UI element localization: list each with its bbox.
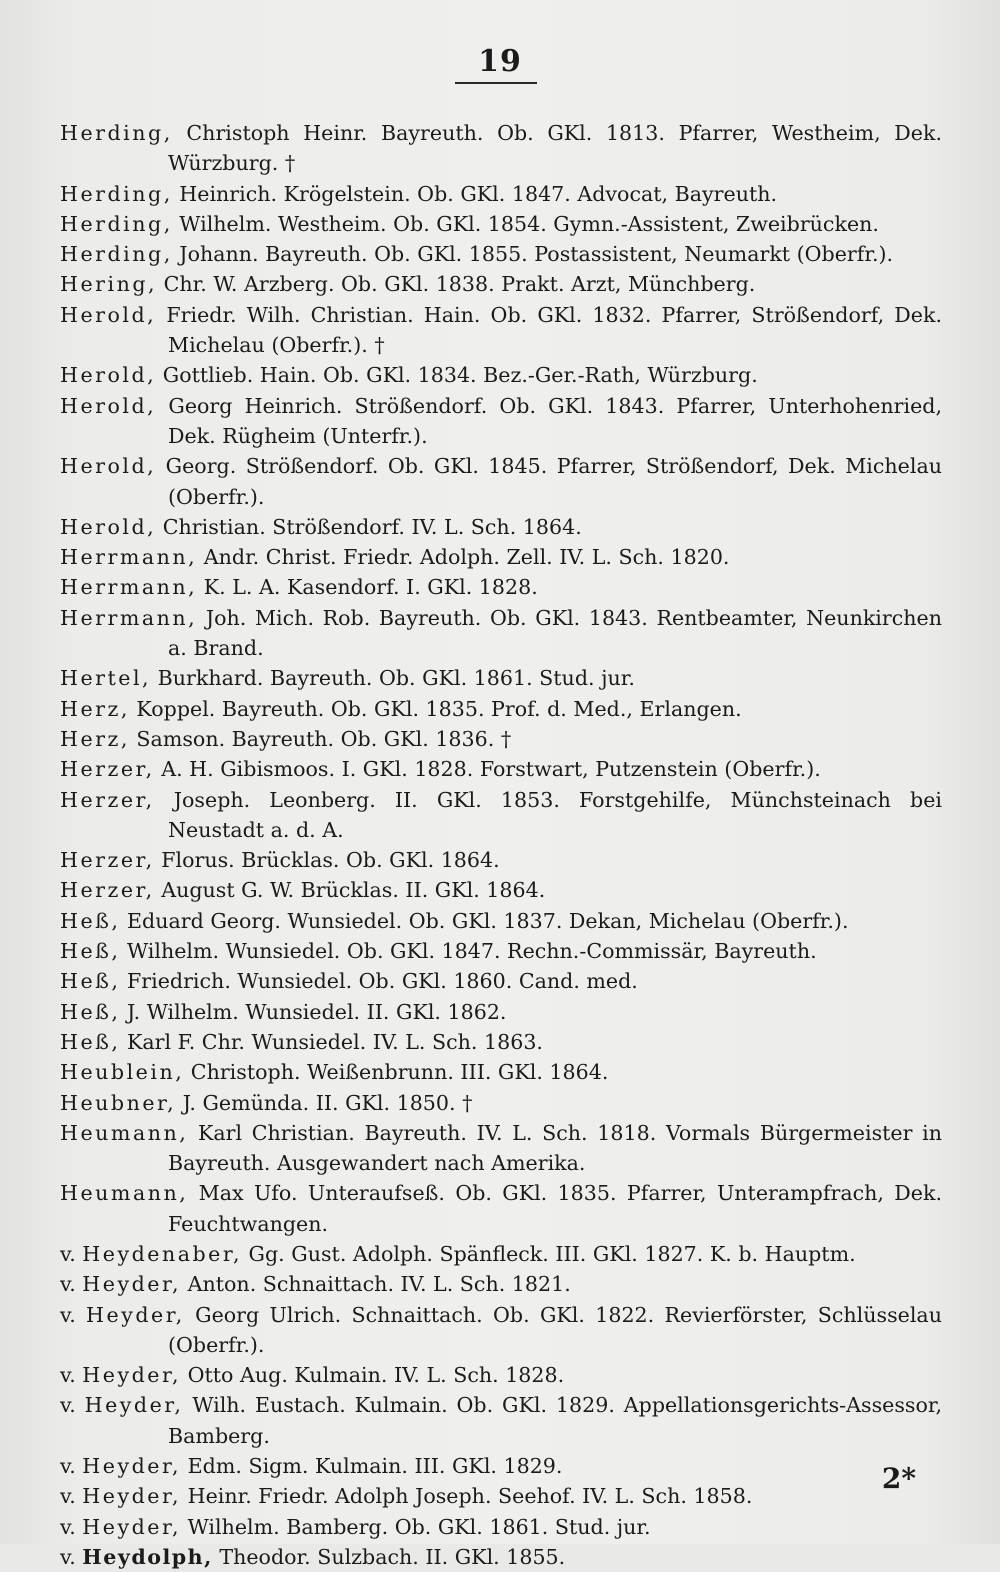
- entry-surname: Herz,: [60, 726, 130, 751]
- entry-surname: Herding,: [60, 242, 173, 267]
- entry-surname: Herrmann,: [60, 605, 198, 630]
- register-entry: [60, 542, 942, 572]
- nobility-prefix: v.: [60, 1393, 85, 1418]
- register-entry: [60, 118, 942, 179]
- entry-details: Theodor. Sulzbach. II. GKl. 1855.: [212, 1544, 566, 1569]
- entry-surname: Heumann,: [60, 1120, 189, 1145]
- entry-details: Christoph. Weißenbrunn. III. GKl. 1864.: [184, 1060, 609, 1085]
- entry-details: Wilhelm. Westheim. Ob. GKl. 1854. Gymn.-Assistent, Zweibrücken.: [172, 211, 879, 236]
- nobility-prefix: v.: [60, 1241, 83, 1266]
- entry-surname: Herold,: [60, 363, 157, 388]
- entry-surname: Heß,: [60, 999, 121, 1024]
- nobility-prefix: v.: [60, 1544, 83, 1569]
- register-entry: [60, 603, 942, 664]
- entry-details: Heinrich. Krögelstein. Ob. GKl. 1847. Advocat, Bayreuth.: [172, 181, 778, 206]
- register-entry: [60, 451, 942, 512]
- entry-details: Heinr. Friedr. Adolph Joseph. Seehof. IV. L. Sch. 1858.: [181, 1484, 753, 1509]
- register-entry: [60, 875, 942, 905]
- entry-details: August G. W. Brücklas. II. GKl. 1864.: [154, 878, 546, 903]
- entry-details: Georg Ulrich. Schnaittach. Ob. GKl. 1822. Revierförster, Schlüsselau (Oberfr.).: [168, 1302, 942, 1357]
- register-entry: [60, 785, 942, 846]
- nobility-prefix: v.: [60, 1454, 83, 1479]
- entry-surname: Herrmann,: [60, 545, 198, 570]
- register-entry: [60, 269, 942, 299]
- entry-details: Gg. Gust. Adolph. Spänfleck. III. GKl. 1827. K. b. Hauptm.: [242, 1241, 856, 1266]
- page-number-rule: [455, 82, 537, 84]
- register-entry: [60, 663, 942, 693]
- entry-surname: Hering,: [60, 272, 158, 297]
- register-entry: [60, 966, 942, 996]
- entry-surname: Heyder,: [86, 1302, 185, 1327]
- entry-details: Wilhelm. Wunsiedel. Ob. GKl. 1847. Rechn.-Commissär, Bayreuth.: [120, 939, 817, 964]
- register-entry: [60, 1269, 942, 1299]
- entry-surname: Heyder,: [84, 1393, 184, 1418]
- entry-surname: Herzer,: [60, 757, 155, 782]
- entry-surname: Herz,: [60, 696, 130, 721]
- entry-details: Anton. Schnaittach. IV. L. Sch. 1821.: [181, 1272, 571, 1297]
- entry-details: A. H. Gibismoos. I. GKl. 1828. Forstwart, Putzenstein (Oberfr.).: [154, 757, 821, 782]
- entry-details: Gottlieb. Hain. Ob. GKl. 1834. Bez.-Ger.-Rath, Würzburg.: [156, 363, 758, 388]
- entry-details: Koppel. Bayreuth. Ob. GKl. 1835. Prof. d. Med., Erlangen.: [129, 696, 742, 721]
- entry-details: Wilhelm. Bamberg. Ob. GKl. 1861. Stud. jur.: [181, 1514, 651, 1539]
- register-entry: [60, 1390, 942, 1451]
- entry-details: Christoph Heinr. Bayreuth. Ob. GKl. 1813. Pfarrer, Westheim, Dek. Würzburg. †: [168, 121, 942, 176]
- register-entry: [60, 1542, 942, 1572]
- nobility-prefix: v.: [60, 1302, 87, 1327]
- page-number: 19: [478, 44, 522, 79]
- register-entry: [60, 754, 942, 784]
- entry-details: Chr. W. Arzberg. Ob. GKl. 1838. Prakt. Arzt, Münchberg.: [157, 272, 756, 297]
- entry-details: Edm. Sigm. Kulmain. III. GKl. 1829.: [181, 1454, 563, 1479]
- entry-details: Florus. Brücklas. Ob. GKl. 1864.: [154, 848, 500, 873]
- entry-surname: Herold,: [60, 302, 157, 327]
- entry-details: Georg Heinrich. Strößendorf. Ob. GKl. 1843. Pfarrer, Unterhohenried, Dek. Rügheim (Unterfr.).: [156, 393, 942, 448]
- register-entry: [60, 239, 942, 269]
- register-entry: [60, 936, 942, 966]
- entry-surname: Heß,: [60, 969, 121, 994]
- entry-surname: Heublein,: [60, 1060, 185, 1085]
- entry-details: Joh. Mich. Rob. Bayreuth. Ob. GKl. 1843. Rentbeamter, Neunkirchen a. Brand.: [168, 605, 942, 661]
- register-entry: [60, 694, 942, 724]
- entry-surname: Herold,: [60, 514, 157, 539]
- register-entry: [60, 1118, 942, 1179]
- entry-surname: Heyder,: [82, 1363, 182, 1388]
- register-entry: [60, 512, 942, 542]
- entry-surname: Herding,: [60, 181, 173, 206]
- entry-surname: Herold,: [60, 454, 157, 479]
- register-entry: [60, 391, 942, 452]
- entry-details: Christian. Strößendorf. IV. L. Sch. 1864.: [156, 514, 582, 539]
- entry-surname: Heumann,: [60, 1181, 189, 1206]
- register-entry: [60, 724, 942, 754]
- entry-surname: Herzer,: [60, 848, 155, 873]
- entry-details: Otto Aug. Kulmain. IV. L. Sch. 1828.: [181, 1363, 565, 1388]
- entry-details: Burkhard. Bayreuth. Ob. GKl. 1861. Stud. jur.: [151, 666, 635, 691]
- register-entry: [60, 360, 942, 390]
- entry-surname: Heyder,: [82, 1272, 182, 1297]
- entry-details: Georg. Strößendorf. Ob. GKl. 1845. Pfarrer, Strößendorf, Dek. Michelau (Oberfr.).: [156, 454, 942, 509]
- entry-surname: Heyder,: [82, 1514, 182, 1539]
- register-entry: [60, 572, 942, 602]
- entry-surname: Herzer,: [60, 787, 155, 812]
- entry-surname: Herzer,: [60, 878, 155, 903]
- entry-details: Eduard Georg. Wunsiedel. Ob. GKl. 1837. Dekan, Michelau (Oberfr.).: [120, 908, 849, 933]
- entry-surname: Hertel,: [60, 666, 152, 691]
- entry-details: Wilh. Eustach. Kulmain. Ob. GKl. 1829. Appellationsgerichts-Assessor, Bamberg.: [168, 1393, 942, 1448]
- entry-surname: Heyder,: [82, 1484, 182, 1509]
- register-entry: [60, 1512, 942, 1542]
- register-entry: [60, 1481, 942, 1511]
- entry-surname: Heß,: [60, 908, 121, 933]
- register-entry: [60, 209, 942, 239]
- entry-surname: Heß,: [60, 1029, 121, 1054]
- entry-details: J. Gemünda. II. GKl. 1850. †: [176, 1090, 473, 1115]
- register-entry: [60, 906, 942, 936]
- register-entry: [60, 300, 942, 361]
- register-entry: [60, 1178, 942, 1239]
- register-entry: [60, 997, 942, 1027]
- entry-details: Karl F. Chr. Wunsiedel. IV. L. Sch. 1863.: [120, 1029, 543, 1054]
- entry-surname: Heydolph,: [82, 1544, 213, 1569]
- entry-details: K. L. A. Kasendorf. I. GKl. 1828.: [197, 575, 538, 600]
- sheet-signature: 2*: [881, 1462, 916, 1495]
- entry-surname: Heydenaber,: [82, 1241, 242, 1266]
- entry-surname: Herding,: [60, 121, 173, 145]
- entry-surname: Herold,: [60, 393, 157, 418]
- register-entry: [60, 179, 942, 209]
- entry-details: Johann. Bayreuth. Ob. GKl. 1855. Postassistent, Neumarkt (Oberfr.).: [172, 242, 894, 267]
- entry-surname: Herding,: [60, 211, 173, 236]
- entry-details: Samson. Bayreuth. Ob. GKl. 1836. †: [129, 726, 512, 751]
- entry-details: Joseph. Leonberg. II. GKl. 1853. Forstgehilfe, Münchsteinach bei Neustadt a. d. A.: [154, 787, 942, 842]
- register-entry: [60, 1451, 942, 1481]
- entry-details: Andr. Christ. Friedr. Adolph. Zell. IV. L. Sch. 1820.: [197, 545, 730, 570]
- register-entry: [60, 845, 942, 875]
- entry-details: Max Ufo. Unteraufseß. Ob. GKl. 1835. Pfarrer, Unterampfrach, Dek. Feuchtwangen.: [168, 1181, 942, 1236]
- entry-details: Friedrich. Wunsiedel. Ob. GKl. 1860. Cand. med.: [120, 969, 638, 994]
- entry-surname: Heyder,: [82, 1454, 182, 1479]
- register-entry: [60, 1057, 942, 1087]
- entry-surname: Herrmann,: [60, 575, 198, 600]
- register-entry: [60, 1027, 942, 1057]
- register-entries: [60, 118, 942, 1572]
- nobility-prefix: v.: [60, 1514, 83, 1539]
- register-entry: [60, 1300, 942, 1361]
- nobility-prefix: v.: [60, 1363, 83, 1388]
- nobility-prefix: v.: [60, 1484, 83, 1509]
- entry-details: Friedr. Wilh. Christian. Hain. Ob. GKl. 1832. Pfarrer, Strößendorf, Dek. Michelau (Oberfr.). †: [156, 302, 942, 358]
- register-entry: [60, 1088, 942, 1118]
- entry-details: Karl Christian. Bayreuth. IV. L. Sch. 1818. Vormals Bürgermeister in Bayreuth. Ausgewandert nach Amerika.: [168, 1120, 942, 1176]
- nobility-prefix: v.: [60, 1272, 83, 1297]
- register-entry: [60, 1239, 942, 1269]
- entry-surname: Heß,: [60, 939, 121, 964]
- entry-surname: Heubner,: [60, 1090, 177, 1115]
- entry-details: J. Wilhelm. Wunsiedel. II. GKl. 1862.: [120, 999, 507, 1024]
- register-entry: [60, 1360, 942, 1390]
